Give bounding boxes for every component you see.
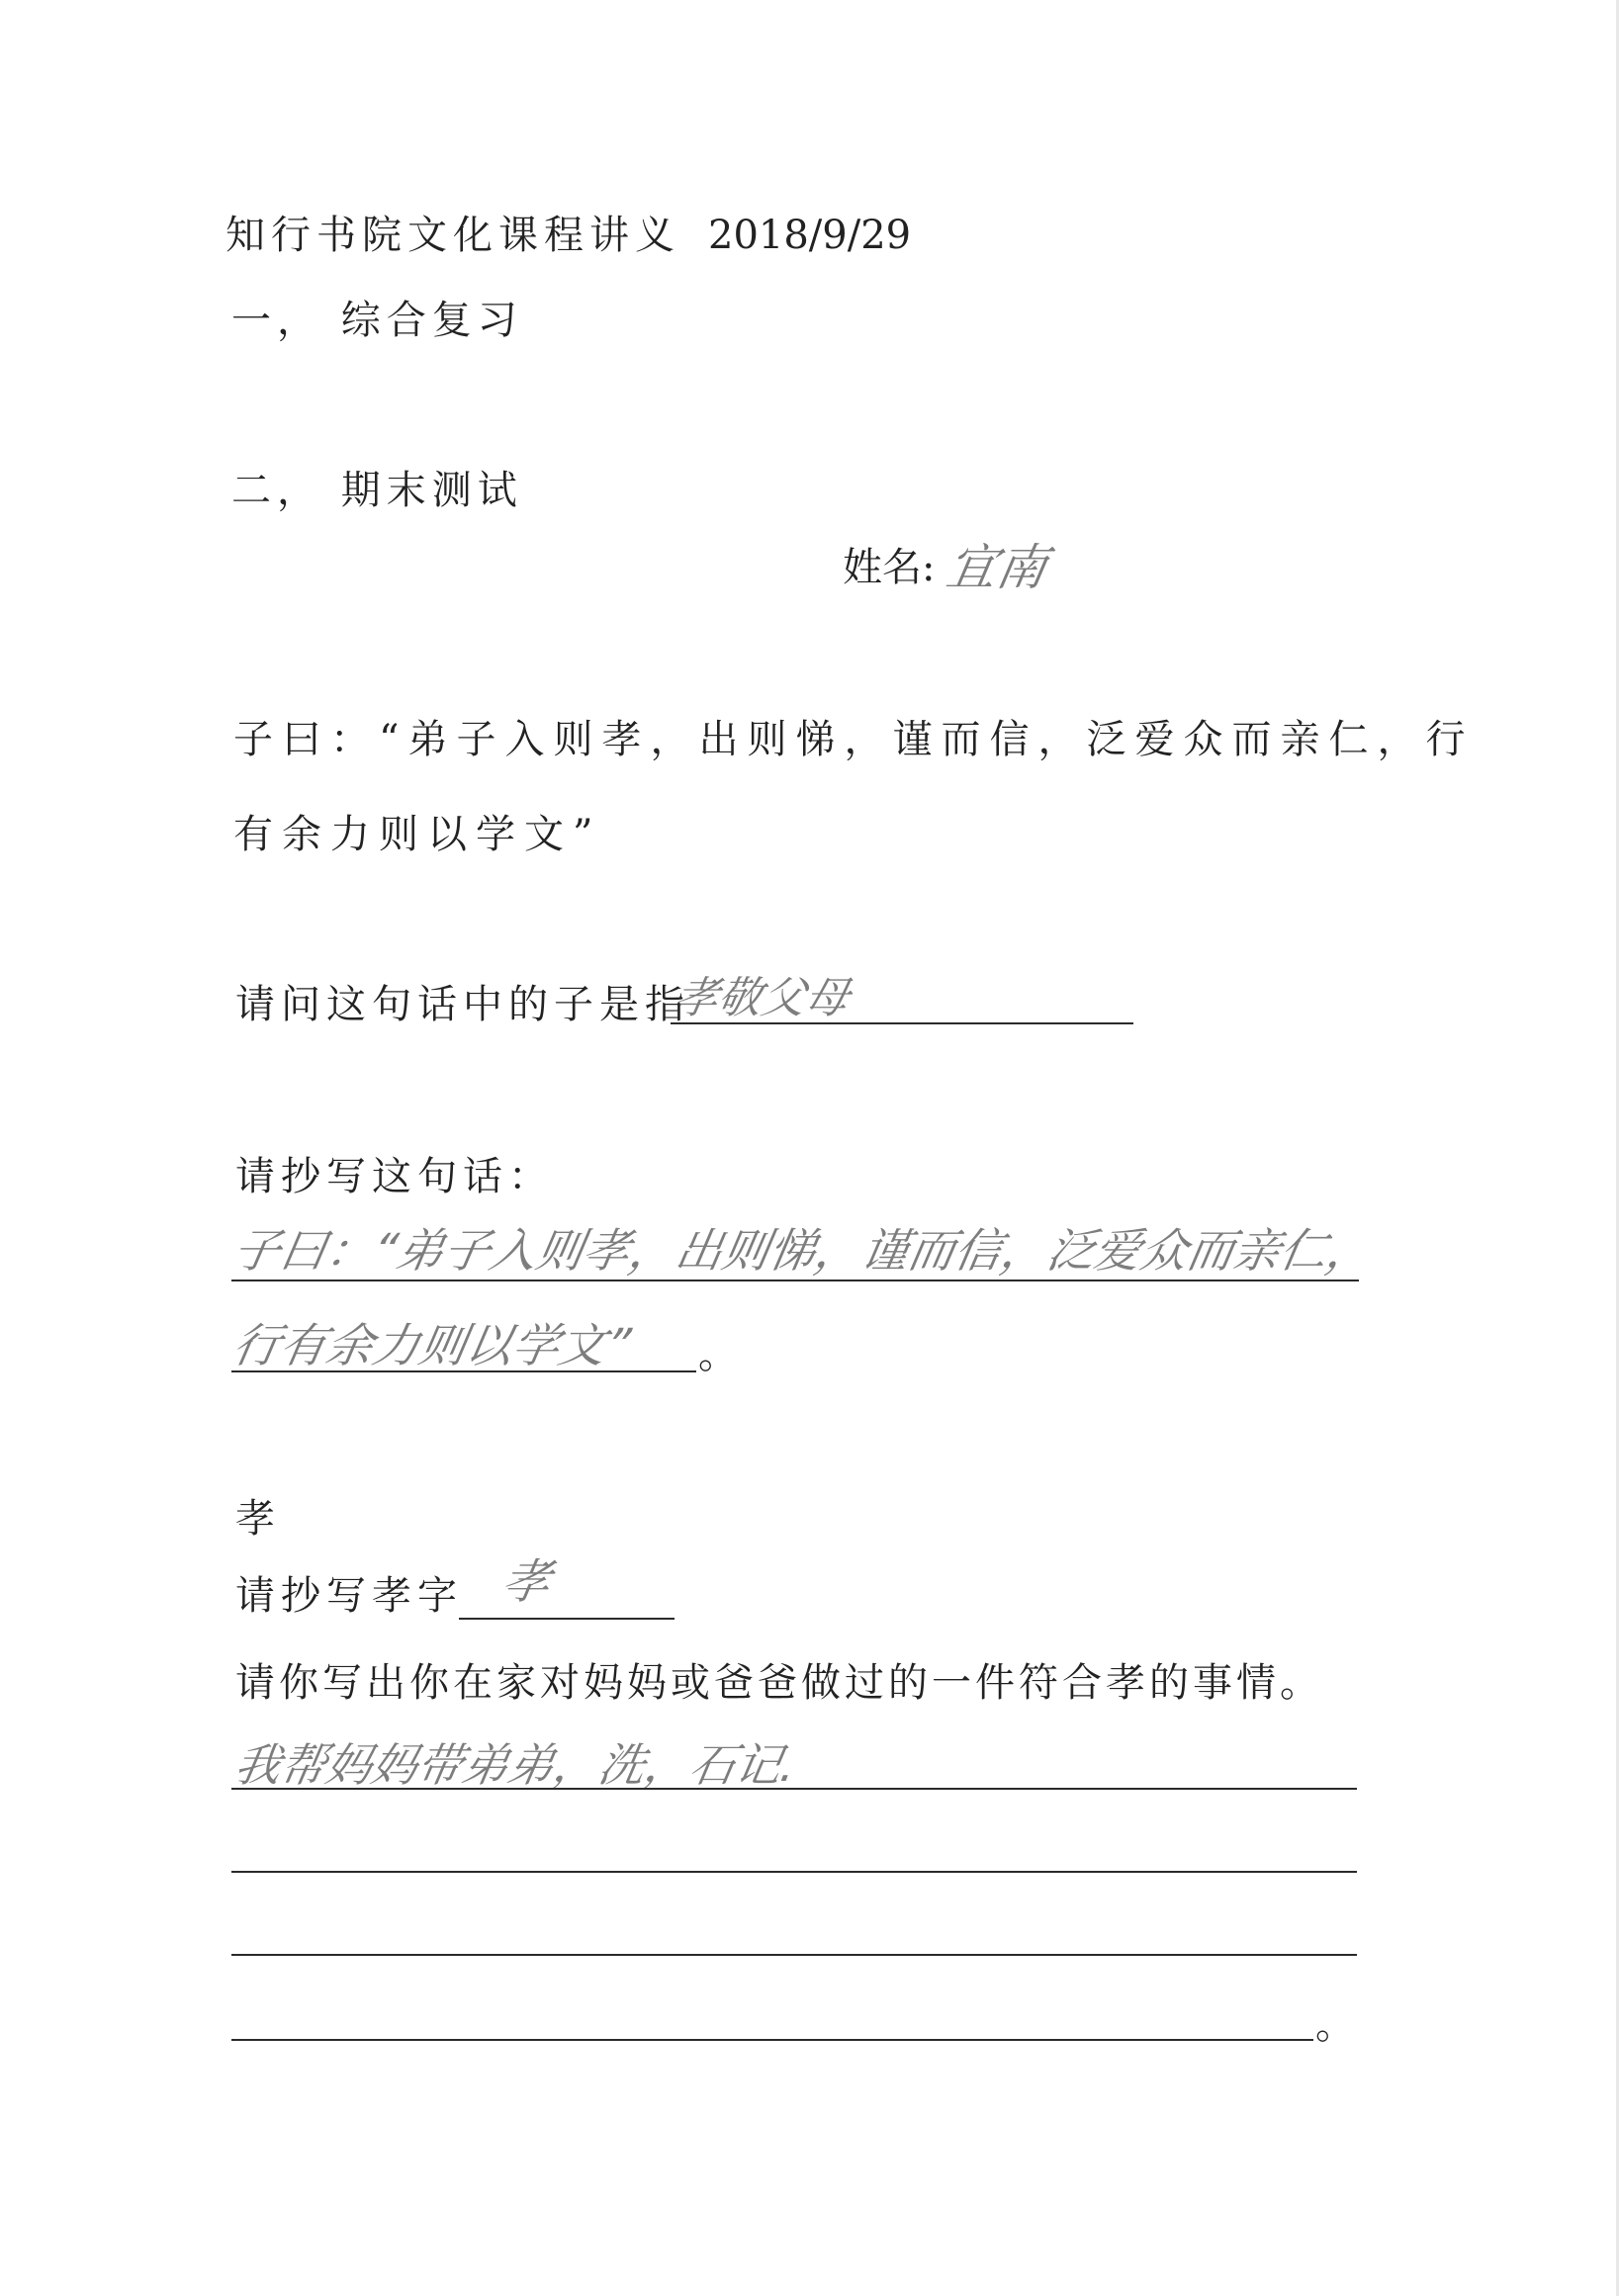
section-test-heading: 二， 期末测试 [231,468,523,513]
end-mark: 。 [698,1332,738,1377]
document-title: 知行书院文化课程讲义 [225,213,680,258]
answer-underline [231,1871,1357,1873]
answer-underline [231,1280,1359,1281]
question-copy-char-answer: 孝 [497,1554,555,1610]
question-copy-answer-line-2: 行有余力则以学文” [228,1319,635,1373]
question-copy-answer-line-1: 子曰：“弟子入则孝，出则悌，谨而信，泛爱众而亲仁， [228,1224,1379,1279]
quote-line-2: 有余力则以学文” [233,812,602,857]
answer-underline [231,1370,696,1372]
document-date: 2018/9/29 [708,213,912,258]
answer-underline [671,1022,1133,1024]
answer-underline [231,1788,1357,1790]
end-mark: 。 [1315,2002,1355,2048]
answer-underline [459,1618,675,1620]
quote-line-1: 子曰：“弟子入则孝，出则悌，谨而信，泛爱众而亲仁，行 [233,717,1475,762]
name-label: 姓名: [843,545,936,590]
question-deed-prompt: 请你写出你在家对妈妈或爸爸做过的一件符合孝的事情。 [235,1660,1323,1706]
question-who-prompt: 请问这句话中的子是指 [235,982,690,1027]
question-deed-answer: 我帮妈妈带弟弟，洗，石记. [230,1738,801,1792]
character-heading: 孝 [235,1496,275,1542]
question-copy-char-prompt: 请抄写孝字 [235,1573,463,1619]
answer-underline [231,1954,1357,1956]
name-handwritten: 宜南 [942,539,1052,596]
section-review-heading: 一， 综合复习 [231,298,523,343]
answer-underline [231,2039,1313,2041]
question-copy-prompt: 请抄写这句话： [235,1154,554,1199]
question-who-answer: 孝敬父母 [670,973,854,1023]
